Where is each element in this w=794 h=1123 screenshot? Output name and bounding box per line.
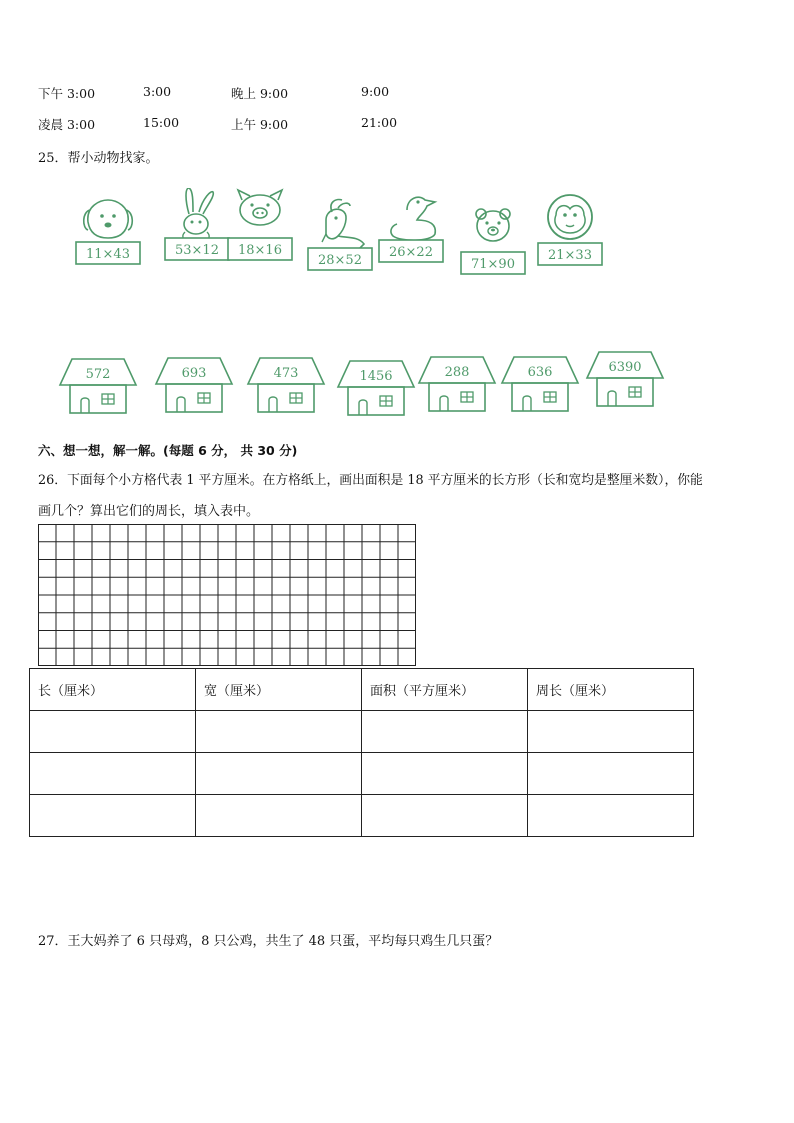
answer-cell[interactable] <box>528 795 694 837</box>
time-cell: 凌晨 3:00 <box>38 117 96 132</box>
house-number: 572 <box>85 367 111 382</box>
answer-cell[interactable] <box>30 795 196 837</box>
question-27: 27．王大妈养了 6 只母鸡，8 只公鸡，共生了 48 只蛋，平均每只鸡生几只蛋？ <box>38 934 499 949</box>
house[interactable] <box>500 355 580 419</box>
window-icon <box>290 393 302 403</box>
time-cell: 上午 9:00 <box>231 117 289 132</box>
grid-lines <box>38 524 416 666</box>
house-number: 693 <box>181 366 207 381</box>
window-icon <box>198 393 210 403</box>
grid-paper[interactable] <box>38 524 416 666</box>
door-icon <box>269 397 277 412</box>
window-icon <box>102 394 114 404</box>
house-number: 636 <box>527 365 553 380</box>
answer-cell[interactable] <box>196 711 362 753</box>
door-icon <box>440 396 448 411</box>
time-cell: 21:00 <box>361 115 398 130</box>
answer-cell[interactable] <box>30 753 196 795</box>
answer-table <box>29 668 694 837</box>
door-icon <box>523 396 531 411</box>
animal-expression: 26×22 <box>389 245 433 260</box>
door-icon <box>359 400 367 415</box>
animal-bear[interactable] <box>455 202 535 292</box>
animal-expression: 53×12 <box>175 243 219 258</box>
window-icon <box>461 392 473 402</box>
door-icon <box>608 391 616 406</box>
question-26-line-1: 26．下面每个小方格代表 1 平方厘米。在方格纸上，画出面积是 18 平方厘米的长方形（长和宽均是整厘米数），你能 <box>38 473 703 488</box>
duck-icon <box>391 197 435 240</box>
animal-expression: 21×33 <box>548 248 592 263</box>
door-icon <box>81 398 89 413</box>
animal-duck[interactable] <box>373 190 453 280</box>
house[interactable] <box>417 355 497 419</box>
time-cell: 9:00 <box>361 84 390 99</box>
animal-dog[interactable] <box>70 192 150 282</box>
house[interactable] <box>154 356 234 420</box>
answer-cell[interactable] <box>362 753 528 795</box>
house[interactable] <box>336 359 416 423</box>
answer-cell[interactable] <box>196 753 362 795</box>
house-number: 1456 <box>359 369 393 384</box>
animal-expression: 71×90 <box>471 257 515 272</box>
answer-cell[interactable] <box>528 711 694 753</box>
house-number: 288 <box>444 365 470 380</box>
answer-cell[interactable] <box>196 795 362 837</box>
time-cell: 下午 3:00 <box>38 86 96 101</box>
door-icon <box>177 397 185 412</box>
time-cell: 15:00 <box>143 115 180 130</box>
table-row <box>30 753 694 795</box>
answer-cell[interactable] <box>30 711 196 753</box>
table-header-row <box>30 669 694 711</box>
time-cell: 3:00 <box>143 84 172 99</box>
answer-cell[interactable] <box>362 795 528 837</box>
goat-icon <box>322 200 364 249</box>
table-row <box>30 711 694 753</box>
window-icon <box>544 392 556 402</box>
section-6-title: 六、想一想，解一解。(每题 6 分， 共 30 分) <box>38 443 298 458</box>
house[interactable] <box>585 350 665 414</box>
animal-monkey[interactable] <box>532 193 612 283</box>
rabbit-icon <box>183 188 213 240</box>
house-number: 473 <box>273 366 299 381</box>
monkey-icon <box>548 195 592 239</box>
pig-icon <box>238 190 282 225</box>
dog-icon <box>84 200 133 238</box>
table-row <box>30 795 694 837</box>
window-icon <box>380 396 392 406</box>
question-25: 25．帮小动物找家。 <box>38 151 159 166</box>
window-icon <box>629 387 641 397</box>
header-perimeter: 周长（厘米） <box>528 669 694 711</box>
answer-cell[interactable] <box>528 753 694 795</box>
header-area: 面积（平方厘米） <box>362 669 528 711</box>
animal-expression: 18×16 <box>238 243 282 258</box>
bear-icon <box>476 209 510 241</box>
header-width: 宽（厘米） <box>196 669 362 711</box>
house-number: 6390 <box>608 360 642 375</box>
animal-goat[interactable] <box>302 198 382 288</box>
house[interactable] <box>246 356 326 420</box>
animal-expression: 28×52 <box>318 253 362 268</box>
animal-pig[interactable] <box>222 188 302 278</box>
answer-cell[interactable] <box>362 711 528 753</box>
header-length: 长（厘米） <box>30 669 196 711</box>
question-26-line-2: 画几个？算出它们的周长，填入表中。 <box>38 504 260 519</box>
house[interactable] <box>58 357 138 421</box>
time-cell: 晚上 9:00 <box>231 86 289 101</box>
animal-expression: 11×43 <box>86 247 130 262</box>
